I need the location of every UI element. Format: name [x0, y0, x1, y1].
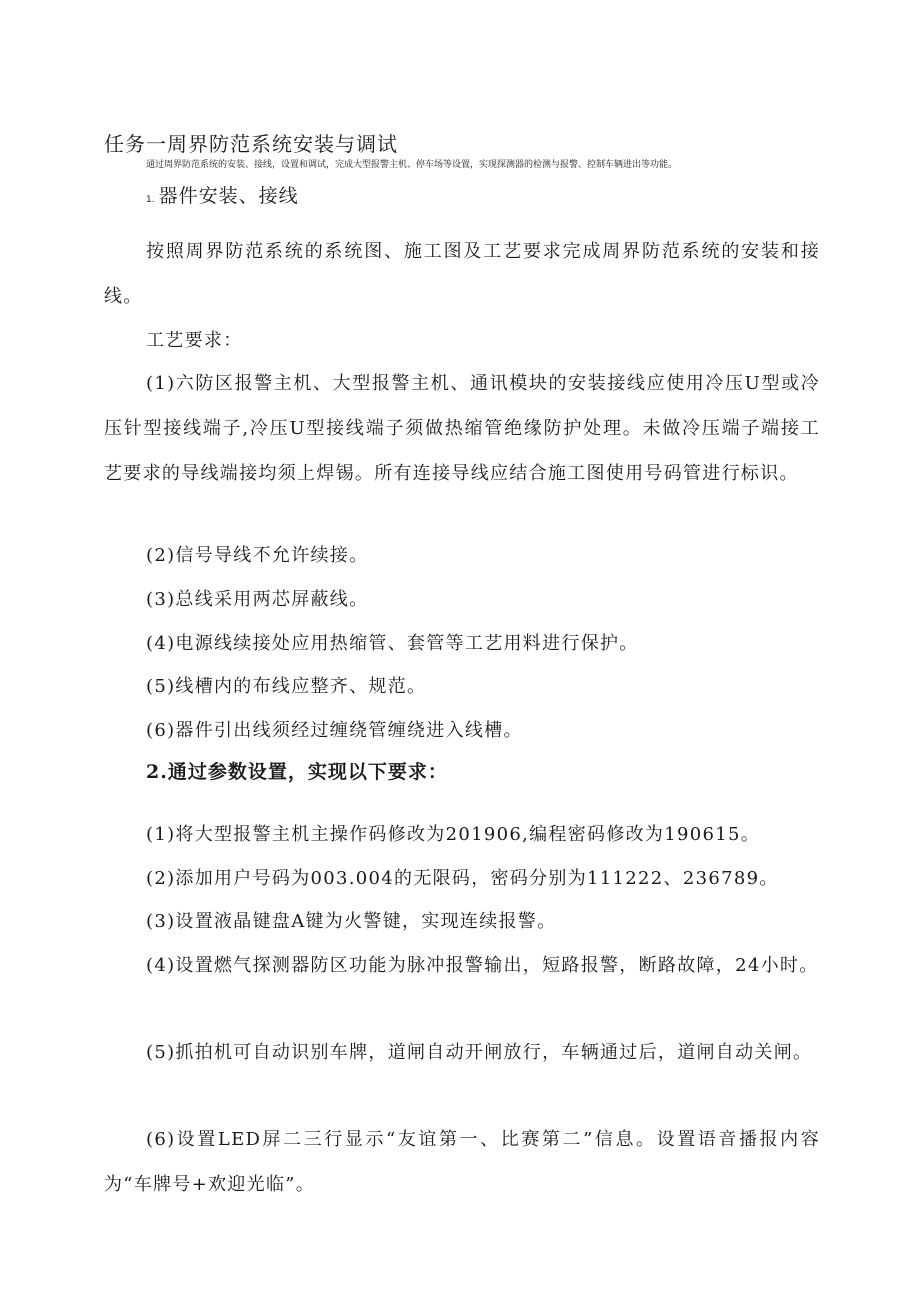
setting-item: (6)设置LED屏二三行显示“友谊第一、比赛第二”信息。设置语音播报内容为“车牌号+欢迎光临”。: [104, 1129, 820, 1195]
setting-item: (3)设置液晶键盘A键为火警键，实现连续报警。: [146, 911, 557, 932]
section-1-title: 器件安装、接线: [158, 185, 299, 207]
section-1-number: 1.: [146, 195, 155, 205]
section-2-heading: 2.通过参数设置，实现以下要求：: [146, 761, 448, 783]
requirement-item: (2)信号导线不允许续接。: [146, 545, 369, 566]
requirement-item: (3)总线采用两芯屏蔽线。: [146, 589, 369, 610]
requirement-item: (1)六防区报警主机、大型报警主机、通讯模块的安装接线应使用冷压U型或冷压针型接线端子,冷压U型接线端子须做热缩管绝缘防护处理。未做冷压端子端接工艺要求的导线端接均须上焊锡。所有连接导线应结合施工图使用号码管进行标识。: [104, 373, 820, 484]
section-1-intro: 按照周界防范系统的系统图、施工图及工艺要求完成周界防范系统的安装和接线。: [104, 241, 820, 307]
requirements-label: 工艺要求：: [146, 330, 243, 351]
document-subtitle: 通过周界防范系统的安装、接线，设置和调试，完成大型报警主机、停车场等设置，实现探测器的检测与报警、控制车辆进出等功能。: [146, 160, 678, 170]
document-title: 任务一周界防范系统安装与调试: [104, 132, 398, 156]
setting-item: (5)抓拍机可自动识别车牌，道闸自动开闸放行，车辆通过后，道闸自动关闸。: [146, 1042, 813, 1063]
section-1-heading: [146, 181, 299, 208]
setting-item: (2)添加用户号码为003.004的无限码，密码分别为111222、236789。: [146, 868, 779, 889]
requirement-item: (5)线槽内的布线应整齐、规范。: [146, 676, 427, 697]
requirement-item: (6)器件引出线须经过缠绕管缠绕进入线槽。: [146, 720, 523, 741]
setting-item: (4)设置燃气探测器防区功能为脉冲报警输出，短路报警，断路故障，24小时。: [146, 955, 819, 976]
setting-item: (1)将大型报警主机主操作码修改为201906,编程密码修改为190615。: [146, 824, 761, 845]
requirement-item: (4)电源线续接处应用热缩管、套管等工艺用料进行保护。: [146, 633, 639, 654]
